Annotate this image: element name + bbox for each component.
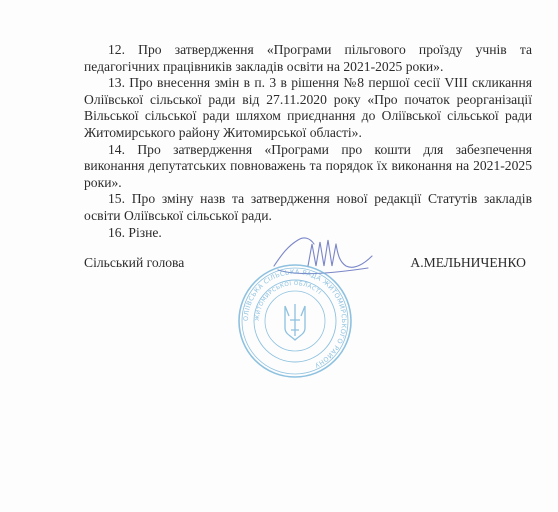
seal-ring-outer-text: ОЛІЇВСЬКА СІЛЬСЬКА РАДА ЖИТОМИРСЬКОГО РАЙОНУ — [241, 267, 349, 370]
agenda-list — [84, 42, 532, 241]
official-seal — [236, 262, 354, 380]
signatory-name: А.МЕЛЬНИЧЕНКО — [410, 255, 526, 270]
agenda-item-12: 12. Про затвердження «Програми пільгового проїзду учнів та педагогічних працівників закладів освіти на 2021-2025 роки». — [84, 42, 532, 74]
trident-icon — [285, 304, 305, 340]
agenda-item-15: 15. Про зміну назв та затвердження нової редакції Статутів закладів освіти Оліївської сільської ради. — [84, 191, 532, 223]
agenda-item-16: 16. Різне. — [108, 224, 162, 240]
seal-ring-inner-text: ЖИТОМИРСЬКОЇ ОБЛАСТІ — [254, 280, 323, 322]
agenda-item-14: 14. Про затвердження «Програми про кошти для забезпечення виконання депутатських повноважень та порядок їх виконання на 2021-2025 роки». — [84, 141, 532, 190]
signatory-title: Сільський голова — [84, 255, 185, 270]
agenda-item-13: 13. Про внесення змін в п. 3 в рішення №8 першої сесії VIII скликання Оліївської сільської ради від 27.11.2020 року «Про початок реорганізації Вільської сільської ради шляхом приєднання до Оліївської сільської ради Житомирського району Житомирської області». — [84, 75, 532, 140]
